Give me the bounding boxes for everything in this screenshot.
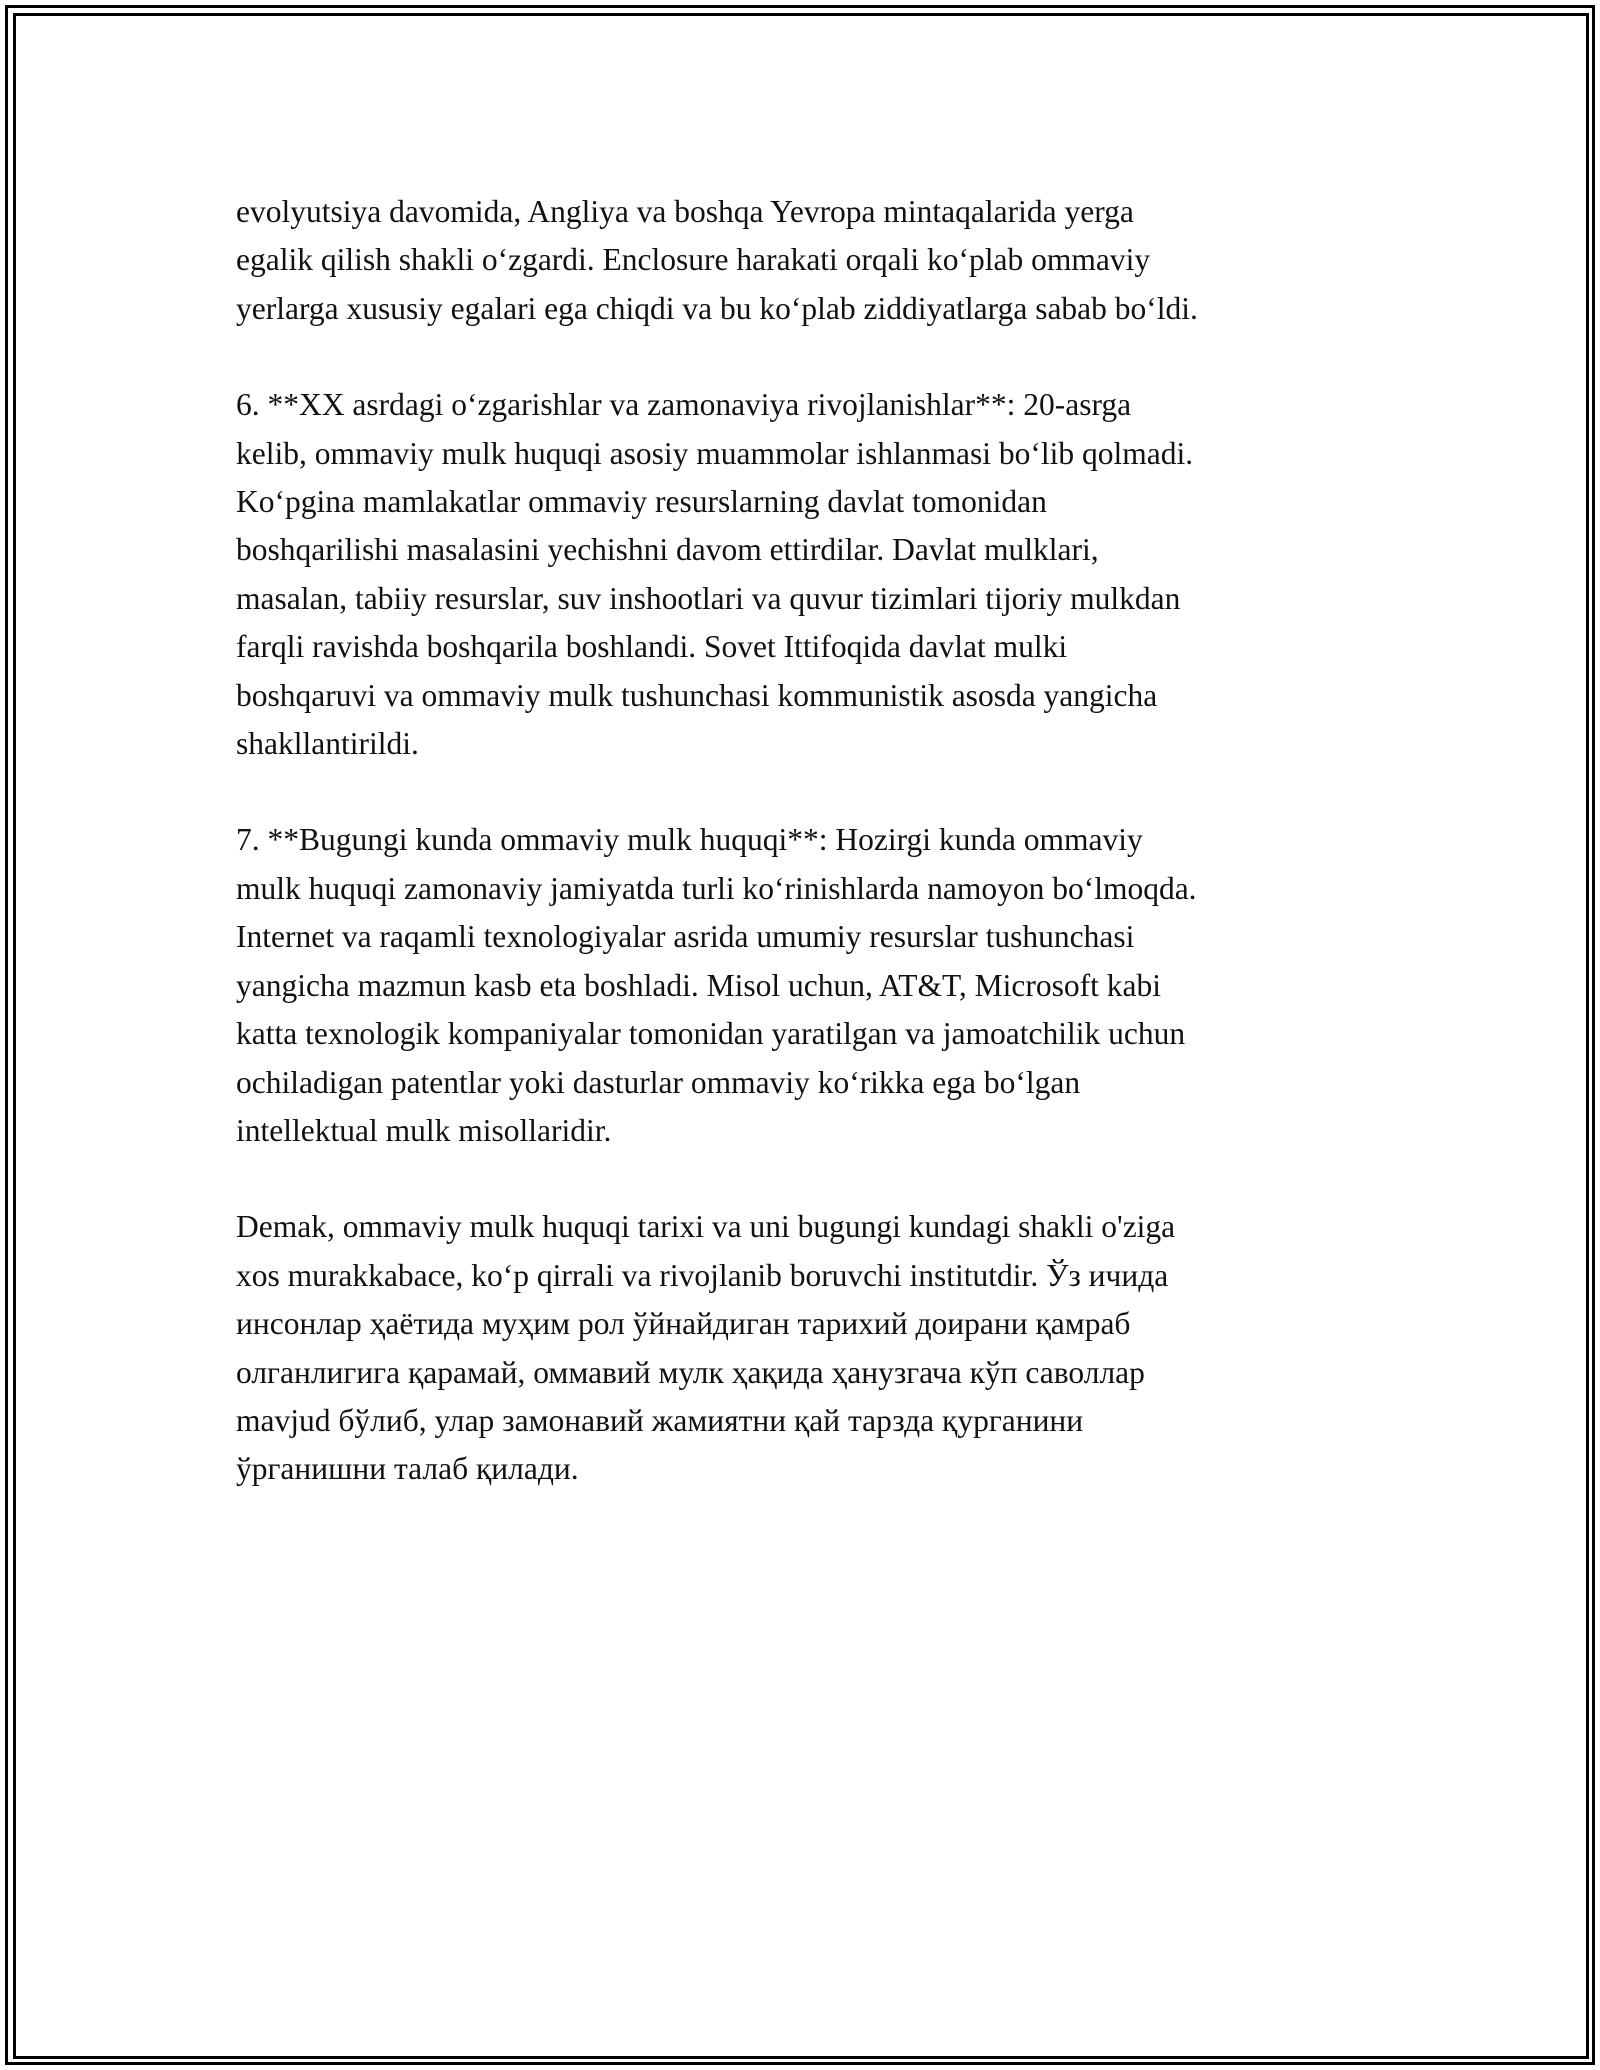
paragraph-enclosure: evolyutsiya davomida, Angliya va boshqa Yevropa mintaqalarida yerga egalik qilish shakli o‘zgardi. Enclosure harakati orqali ko‘plab ommaviy yerlarga xususiy egalari ega chiqdi va bu ko‘plab ziddiyatlarga sabab bo‘ldi. — [236, 194, 1198, 326]
document-body — [236, 188, 1386, 1542]
paragraph-xx-century: 6. **XX asrdagi o‘zgarishlar va zamonaviya rivojlanishlar**: 20-asrga kelib, ommaviy mulk huquqi asosiy muammolar ishlanmasi bo‘lib qolmadi. Ko‘pgina mamlakatlar ommaviy resurslarning davlat tomonidan boshqarilishi masalasini yechishni davom ettirdilar. Davlat mulklari, masalan, tabiiy resurslar, suv inshootlari va quvur tizimlari tijoriy mulkdan farqli ravishda boshqarila boshlandi. Sovet Ittifoqida davlat mulki boshqaruvi va ommaviy mulk tushunchasi kommunistik asosda yangicha shakllantirildi. — [236, 387, 1194, 762]
paragraph-today: 7. **Bugungi kunda ommaviy mulk huquqi**: Hozirgi kunda ommaviy mulk huquqi zamonaviy jamiyatda turli ko‘rinishlarda namoyon bo‘lmoqda. Internet va raqamli texnologiyalar asrida umumiy resurslar tushunchasi yangicha mazmun kasb eta boshladi. Misol uchun, AT&T, Microsoft kabi katta texnologik kompaniyalar tomonidan yaratilgan va jamoatchilik uchun ochiladigan patentlar yoki dasturlar ommaviy ko‘rikka ega bo‘lgan intellektual mulk misollaridir. — [236, 822, 1197, 1148]
paragraph-conclusion: Demak, ommaviy mulk huquqi tarixi va uni bugungi kundagi shakli o'ziga xos murakkabace, ko‘p qirrali va rivojlanib boruvchi institutdir. Ўз ичида инсонлар ҳаётида муҳим рол ўйнайдиган тарихий доирани қамраб олганлигига қарамай, оммавий мулк ҳақида ҳанузгача кўп саволлар mavjud бўлиб, улар замонавий жамиятни қай тарзда қурганини ўрганишни талаб қилади. — [236, 1209, 1176, 1487]
